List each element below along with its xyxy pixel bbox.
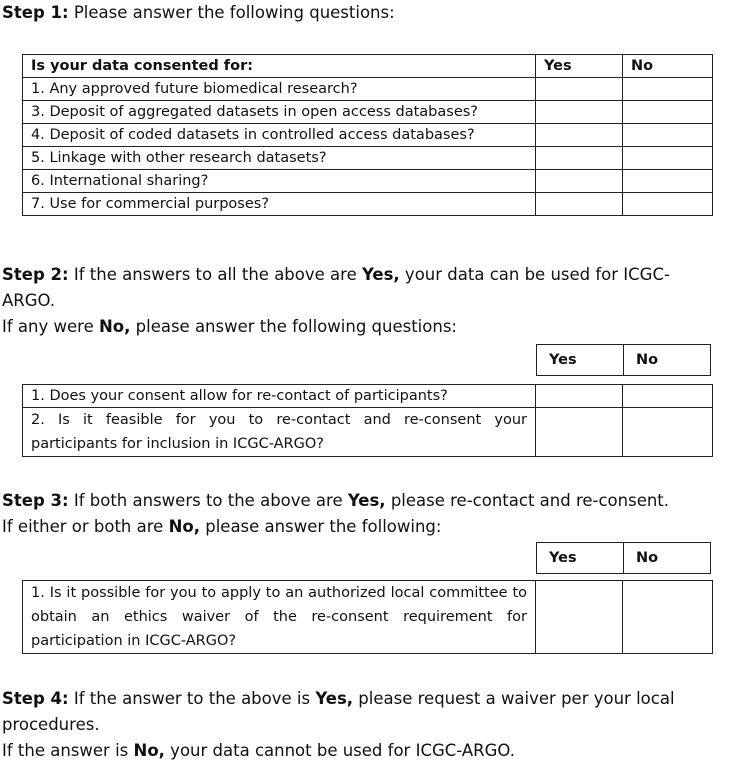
table-row bbox=[23, 147, 713, 170]
step4-text: If the answer to the above is bbox=[68, 689, 316, 708]
step4-text: please request a waiver per your local bbox=[353, 689, 675, 708]
table-row bbox=[23, 101, 713, 124]
table-row bbox=[23, 408, 713, 457]
consent-header: Is your data consented for: bbox=[23, 55, 536, 78]
question-text: 4. Deposit of coded datasets in controlled access databases? bbox=[23, 124, 536, 147]
step4-no-emphasis: No, bbox=[133, 741, 165, 760]
yes-cell[interactable] bbox=[536, 408, 623, 457]
step4-yes-emphasis: Yes, bbox=[315, 689, 354, 708]
yes-header: Yes bbox=[537, 345, 624, 376]
step3-instruction bbox=[2, 488, 669, 540]
step2-text: please answer the following questions: bbox=[130, 317, 457, 336]
yes-cell[interactable] bbox=[536, 581, 623, 654]
question-text: 1. Does your consent allow for re-contact of participants? bbox=[23, 385, 536, 408]
step1-text: Please answer the following questions: bbox=[68, 3, 395, 22]
step2-instruction bbox=[2, 262, 670, 340]
table-row bbox=[23, 170, 713, 193]
no-cell[interactable] bbox=[623, 385, 713, 408]
step4-label: Step 4: bbox=[2, 689, 69, 708]
step1-label: Step 1: bbox=[2, 3, 69, 22]
yes-cell[interactable] bbox=[536, 101, 623, 124]
question-text: 1. Any approved future biomedical research? bbox=[23, 78, 536, 101]
yes-cell[interactable] bbox=[536, 147, 623, 170]
step2-text: ARGO. bbox=[2, 291, 56, 310]
no-cell[interactable] bbox=[623, 193, 713, 216]
step1-table bbox=[22, 54, 713, 216]
no-cell[interactable] bbox=[623, 147, 713, 170]
step3-label: Step 3: bbox=[2, 491, 69, 510]
step2-text: If the answers to all the above are bbox=[68, 265, 362, 284]
question-text: 1. Is it possible for you to apply to an authorized local committee to obtain an ethics waiver of the re-consent requirement for participation in ICGC-ARGO? bbox=[23, 581, 536, 654]
step2-yes-emphasis: Yes, bbox=[361, 265, 400, 284]
step3-text: If either or both are bbox=[2, 517, 169, 536]
no-cell[interactable] bbox=[623, 408, 713, 457]
step3-yes-emphasis: Yes, bbox=[347, 491, 386, 510]
yes-header: Yes bbox=[536, 55, 623, 78]
table-row bbox=[23, 385, 713, 408]
step4-text: If the answer is bbox=[2, 741, 134, 760]
step2-table bbox=[22, 384, 713, 457]
step3-text: If both answers to the above are bbox=[68, 491, 348, 510]
step2-text: your data can be used for ICGC- bbox=[399, 265, 670, 284]
step3-no-emphasis: No, bbox=[168, 517, 200, 536]
no-cell[interactable] bbox=[623, 581, 713, 654]
step2-text: If any were bbox=[2, 317, 99, 336]
table-header-row bbox=[23, 55, 713, 78]
step3-text: please answer the following: bbox=[199, 517, 442, 536]
no-header: No bbox=[624, 345, 711, 376]
yes-cell[interactable] bbox=[536, 385, 623, 408]
step3-yes-no-header bbox=[536, 542, 711, 574]
question-text: 3. Deposit of aggregated datasets in open access databases? bbox=[23, 101, 536, 124]
question-text: 2. Is it feasible for you to re-contact and re-consent your participants for inclusion in ICGC-ARGO? bbox=[23, 408, 536, 457]
step3-text: please re-contact and re-consent. bbox=[385, 491, 670, 510]
step2-no-emphasis: No, bbox=[98, 317, 131, 336]
yes-header: Yes bbox=[537, 543, 624, 574]
yes-cell[interactable] bbox=[536, 124, 623, 147]
question-text: 5. Linkage with other research datasets? bbox=[23, 147, 536, 170]
step4-text: procedures. bbox=[2, 715, 100, 734]
no-cell[interactable] bbox=[623, 170, 713, 193]
no-header: No bbox=[623, 55, 713, 78]
step1-instruction bbox=[2, 0, 395, 26]
question-text: 7. Use for commercial purposes? bbox=[23, 193, 536, 216]
table-row bbox=[23, 581, 713, 654]
step4-instruction bbox=[2, 686, 675, 764]
step2-yes-no-header bbox=[536, 344, 711, 376]
step3-table bbox=[22, 580, 713, 654]
no-cell[interactable] bbox=[623, 78, 713, 101]
yes-cell[interactable] bbox=[536, 78, 623, 101]
step4-text: your data cannot be used for ICGC-ARGO. bbox=[164, 741, 515, 760]
yes-cell[interactable] bbox=[536, 193, 623, 216]
no-cell[interactable] bbox=[623, 124, 713, 147]
table-row bbox=[23, 124, 713, 147]
table-row bbox=[23, 193, 713, 216]
table-row bbox=[23, 78, 713, 101]
yes-cell[interactable] bbox=[536, 170, 623, 193]
question-text: 6. International sharing? bbox=[23, 170, 536, 193]
step2-label: Step 2: bbox=[2, 265, 69, 284]
no-header: No bbox=[624, 543, 711, 574]
no-cell[interactable] bbox=[623, 101, 713, 124]
